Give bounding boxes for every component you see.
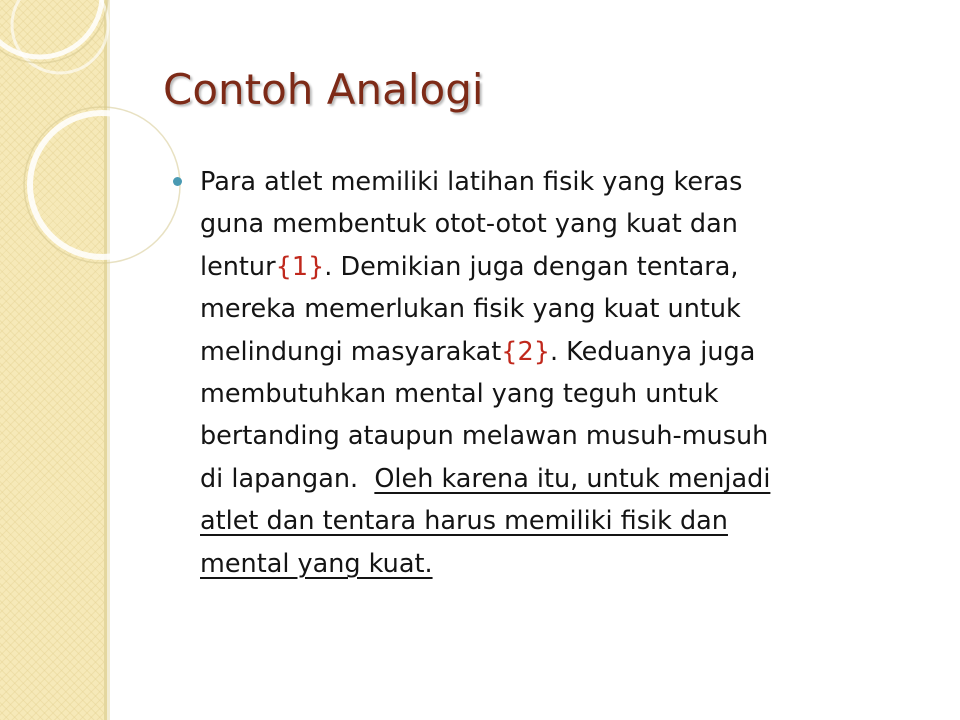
paragraph-line: Para atlet memiliki latihan fisik yang keras: [200, 167, 743, 197]
paragraph-line: bertanding ataupun melawan musuh-musuh: [200, 421, 769, 452]
text-segment: di lapangan.: [200, 463, 375, 494]
underlined-conclusion: Oleh karena itu, untuk menjadi: [374, 463, 771, 494]
paragraph-line: mereka memerlukan fisik yang kuat untuk: [200, 294, 741, 325]
paragraph-line: [200, 246, 912, 288]
decorative-rings-graphic: [0, 0, 160, 260]
paragraph-line: [200, 458, 912, 500]
text-segment: melindungi masyarakat: [200, 336, 502, 367]
bullet-paragraph: [200, 161, 912, 585]
paragraph-line: [200, 543, 912, 585]
underlined-conclusion: atlet dan tentara harus memiliki fisik dan: [200, 506, 728, 537]
text-segment: . Demikian juga dengan tentara,: [324, 251, 739, 282]
paragraph-line: membutuhkan mental yang teguh untuk: [200, 379, 719, 410]
underlined-conclusion: mental yang kuat.: [200, 548, 433, 579]
reference-marker: {1}: [275, 251, 325, 282]
paragraph-line: guna membentuk otot-otot yang kuat dan: [200, 209, 738, 240]
slide-title: Contoh Analogi: [163, 65, 484, 114]
bullet-dot-icon: [173, 177, 182, 186]
text-segment: . Keduanya juga: [549, 336, 756, 367]
paragraph-line: [200, 500, 912, 542]
reference-marker: {2}: [501, 336, 550, 367]
paragraph-line: [200, 331, 912, 373]
text-segment: lentur: [200, 251, 276, 282]
